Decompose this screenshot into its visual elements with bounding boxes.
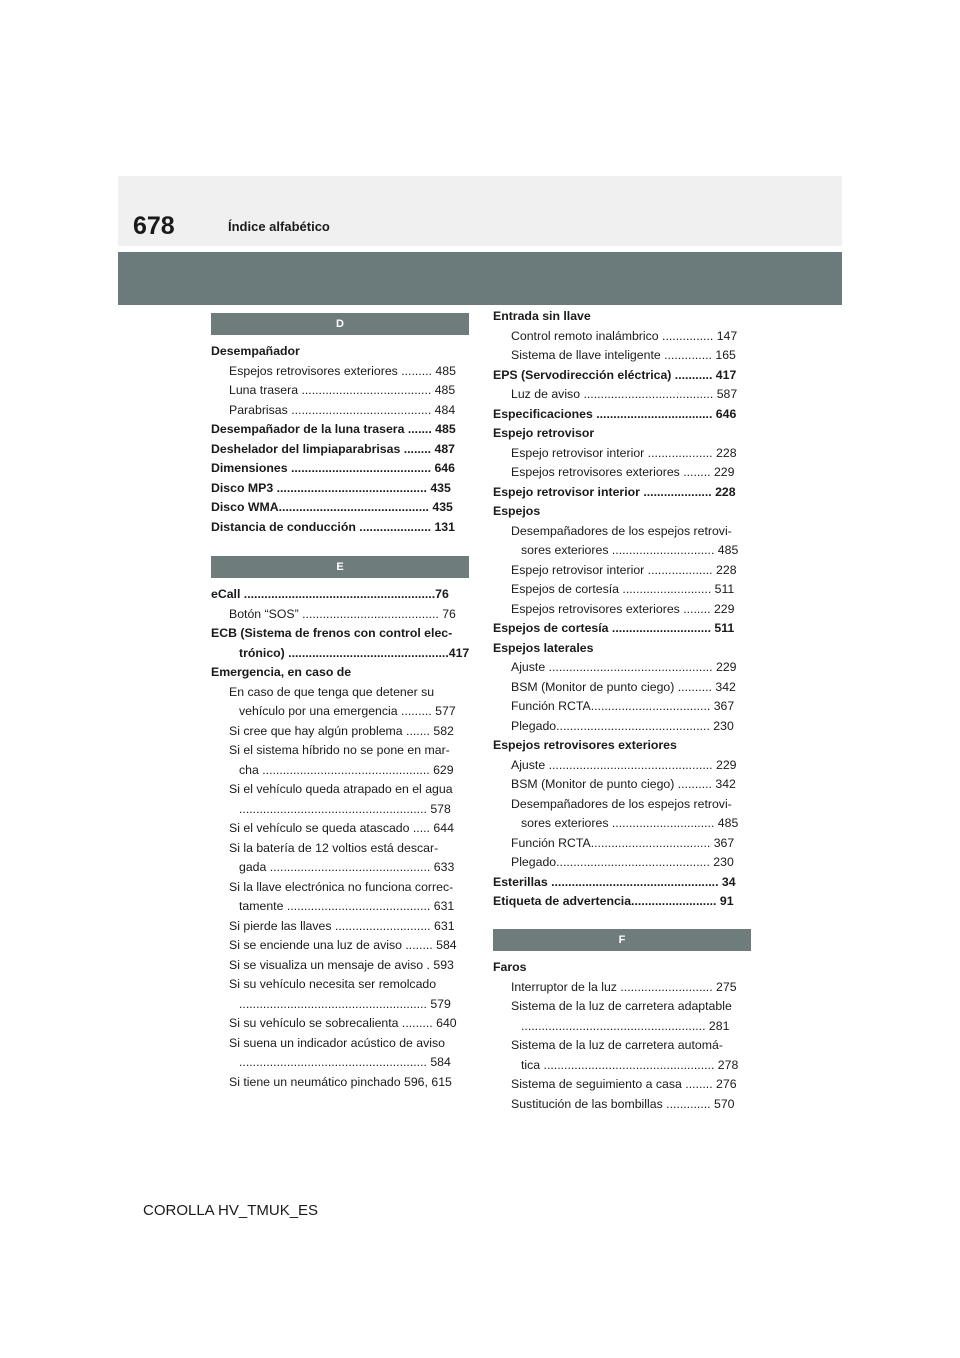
index-entry: Si el vehículo queda atrapado en el agua (229, 782, 453, 796)
index-entry: Si cree que hay algún problema ....... 582 (229, 723, 454, 738)
index-entry: Etiqueta de advertencia......................... 91 (493, 894, 734, 908)
index-entry: Plegado............................................. 230 (511, 718, 734, 733)
index-entry: gada ............................................... 633 (239, 860, 455, 874)
index-entry: Luz de aviso ...................................... 587 (511, 387, 738, 401)
index-entry: EPS (Servodirección eléctrica) ........... 417 (493, 367, 737, 382)
index-entry: Espejo retrovisor interior ................... 228 (511, 445, 737, 460)
index-entry: cha ................................................. 629 (239, 762, 454, 777)
index-entry: Si se visualiza un mensaje de aviso . 593 (229, 957, 454, 972)
index-entry: Sistema de la luz de carretera adaptable (511, 999, 732, 1013)
index-entry: Dimensiones ......................................... 646 (211, 461, 455, 475)
index-entry: Si tiene un neumático pinchado 596, 615 (229, 1074, 452, 1089)
index-entry: Si suena un indicador acústico de aviso (229, 1035, 446, 1050)
index-entry: Sustitución de las bombillas ............. 570 (511, 1096, 735, 1111)
entry-list-f (493, 958, 751, 1114)
index-entry: Si su vehículo necesita ser remolcado (229, 977, 437, 991)
index-entry: Deshelador del limpiaparabrisas ........ 487 (211, 441, 455, 456)
index-entry: Sistema de la luz de carretera automá- (511, 1038, 723, 1052)
index-entry: Función RCTA................................... 367 (511, 835, 735, 850)
index-entry: Desempañadores de los espejos retrovi- (511, 796, 732, 811)
index-entry: tamente .......................................... 631 (239, 899, 455, 913)
index-entry: Si pierde las llaves ............................ 631 (229, 918, 455, 933)
index-entry: ....................................................... 579 (239, 996, 451, 1011)
index-entry: Si la batería de 12 voltios está descar- (229, 840, 439, 855)
letter-bar-d: D (211, 313, 469, 335)
index-entry: Especificaciones .................................. 646 (493, 406, 737, 421)
index-entry: En caso de que tenga que detener su (229, 684, 435, 699)
index-entry: tica .................................................. 278 (521, 1057, 739, 1072)
index-entry: Si su vehículo se sobrecalienta ......... 640 (229, 1016, 457, 1030)
index-entry: Esterillas ................................................. 34 (493, 874, 736, 889)
index-entry: Espejo retrovisor interior .................... 228 (493, 484, 736, 499)
index-entry: Espejos (493, 504, 541, 518)
index-entry: ECB (Sistema de frenos con control elec- (211, 626, 453, 640)
index-entry: Sistema de seguimiento a casa ........ 276 (511, 1077, 737, 1091)
letter-bar-e: E (211, 556, 469, 578)
index-entry: BSM (Monitor de punto ciego) .......... 342 (511, 679, 736, 694)
index-entry: Espejos retrovisores exteriores ........ 229 (511, 601, 735, 616)
index-entry: BSM (Monitor de punto ciego) .......... 342 (511, 777, 736, 791)
index-entry: Plegado............................................. 230 (511, 855, 734, 869)
index-entry: Botón “SOS” ........................................ 76 (229, 606, 456, 621)
index-entry: Desempañador de la luna trasera ....... 485 (211, 422, 456, 436)
index-entry: Parabrisas ......................................... 484 (229, 402, 456, 417)
index-entry: Disco WMA............................................ 435 (211, 500, 453, 514)
index-entry: Ajuste ................................................ 229 (511, 660, 737, 674)
index-entry: ...................................................... 281 (521, 1018, 730, 1033)
index-entry: eCall ........................................................76 (211, 587, 449, 601)
index-entry: Espejos retrovisores exteriores ......... 485 (229, 363, 456, 378)
index-entry: Espejo retrovisor interior ................... 228 (511, 562, 737, 577)
entry-list-e (211, 585, 469, 1092)
index-entry: trónico) ...............................................417 (239, 645, 470, 660)
footer-model-code: COROLLA HV_TMUK_ES (143, 1202, 319, 1219)
index-entry: Desempañador (211, 344, 300, 358)
index-entry: ....................................................... 578 (239, 801, 451, 816)
index-section-e-continued (493, 307, 751, 912)
page-number: 678 (133, 212, 175, 240)
index-entry: Si el vehículo se queda atascado ..... 644 (229, 821, 454, 835)
index-entry: Sistema de llave inteligente .............. 165 (511, 348, 736, 362)
index-entry: Ajuste ................................................ 229 (511, 757, 737, 772)
index-section-e (211, 556, 469, 1092)
index-section-d (211, 313, 469, 537)
letter-bar-f: F (493, 929, 751, 951)
index-entry: Espejos de cortesía ............................. 511 (493, 621, 735, 635)
index-entry: Emergencia, en caso de (211, 665, 352, 679)
index-entry: Espejo retrovisor (493, 426, 595, 440)
index-entry: Interruptor de la luz ........................... 275 (511, 979, 737, 994)
index-entry: Si la llave electrónica no funciona correc- (229, 879, 454, 894)
index-entry: Función RCTA................................... 367 (511, 699, 735, 713)
index-entry: Espejos laterales (493, 640, 594, 655)
header-band (118, 176, 842, 246)
index-entry: sores exteriores .............................. 485 (521, 816, 739, 830)
entry-list-e-cont (493, 307, 751, 912)
index-entry: sores exteriores .............................. 485 (521, 543, 739, 557)
index-entry: Si se enciende una luz de aviso ........ 584 (229, 938, 457, 952)
index-entry: Faros (493, 960, 527, 974)
index-entry: Espejos retrovisores exteriores ........ 229 (511, 465, 735, 479)
index-entry: Si el sistema híbrido no se pone en mar- (229, 743, 450, 757)
index-entry: Disco MP3 ............................................ 435 (211, 480, 451, 495)
index-entry: Entrada sin llave (493, 309, 591, 323)
index-entry: Espejos retrovisores exteriores (493, 738, 677, 752)
index-entry: Control remoto inalámbrico ............... 147 (511, 328, 738, 343)
index-section-f (493, 929, 751, 1114)
index-entry: Distancia de conducción ..................... 131 (211, 519, 455, 534)
index-entry: Desempañadores de los espejos retrovi- (511, 523, 732, 538)
index-entry: Luna trasera ...................................... 485 (229, 383, 456, 397)
index-entry: Espejos de cortesía .......................... 511 (511, 582, 735, 596)
index-entry: ....................................................... 584 (239, 1055, 451, 1069)
index-entry: vehículo por una emergencia ......... 577 (239, 704, 456, 718)
section-title: Índice alfabético (228, 219, 330, 234)
entry-list-d (211, 342, 469, 537)
header-dark-band (118, 252, 842, 305)
